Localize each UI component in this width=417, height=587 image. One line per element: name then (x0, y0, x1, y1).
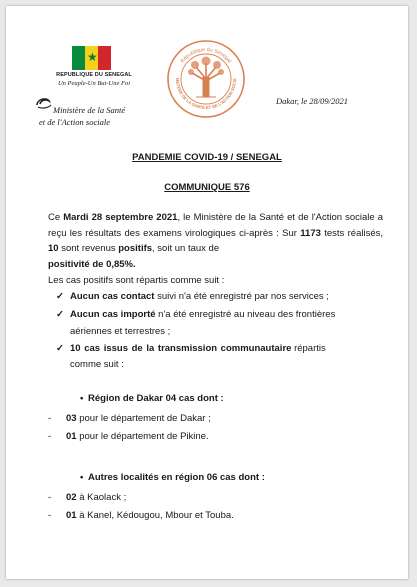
document-title: PANDEMIE COVID-19 / SENEGAL (132, 152, 282, 163)
list-item: ✓ 10 cas issus de la transmission communautaire répartis (56, 341, 326, 357)
dakar-heading: • Région de Dakar 04 cas dont : (80, 391, 224, 407)
communique-number: COMMUNIQUE 576 (164, 182, 250, 193)
ministry-name: Ministère de la Santé et de l'Action sociale (39, 105, 126, 127)
summary-paragraph: Ce Mardi 28 septembre 2021, le Ministère de la Santé et de l'Action sociale a reçu les résultats des examens virologiques ci-après : Sur 1173 tests réalisés, 10 sont revenus positifs, soit un taux de positivité de 0,85%. (48, 210, 383, 272)
check-icon: ✓ (56, 309, 64, 320)
positivity-rate: positivité de 0,85%. (48, 258, 136, 270)
autres-heading: • Autres localités en région 06 cas dont : (80, 470, 265, 486)
seal-bottom-text: NISTERE DE LA SANTE ET DE L'ACTION SOCIA (174, 77, 238, 111)
bullet-icon: • (80, 393, 84, 404)
bullet-icon: • (80, 472, 84, 483)
list-item: - 01 à Kanel, Kédougou, Mbour et Touba. (48, 510, 234, 521)
senegal-flag-icon: ★ (72, 46, 111, 70)
cases-breakdown: Les cas positifs sont répartis comme suit : ✓ Aucun cas contact suivi n'a été enregistré par nos services ; ✓ Aucun cas importé n'a été enregistré au niveau des frontières aériennes et terrestres ; ✓ 10 cas issus de la transmission communautaire répartis comme suit : • Région de Dakar 04 cas dont : - 03 pour le département de Dakar ; - 01 pour le département de Pikine. • Autres localités en région 06 cas dont : - 02 à Kaolack ; - 01 à Kanel, Kédougou, Mbour et Touba. (48, 273, 383, 543)
date-line: Dakar, le 28/09/2021 (276, 96, 349, 106)
baobab-seal-icon (166, 39, 246, 119)
breakdown-intro: Les cas positifs sont répartis comme suit : (48, 275, 225, 286)
list-item: - 03 pour le département de Dakar ; (48, 413, 211, 424)
seal-top-text: République du Sénégal (179, 46, 233, 65)
document-page (6, 6, 408, 579)
check-icon: ✓ (56, 291, 64, 302)
list-item: ✓ Aucun cas contact suivi n'a été enregistré par nos services ; (56, 289, 329, 305)
list-item: ✓ Aucun cas importé n'a été enregistré au niveau des frontières (56, 307, 335, 323)
list-item: - 01 pour le département de Pikine. (48, 431, 209, 442)
national-motto: Un Peuple-Un But-Une Foi (57, 80, 131, 87)
republic-label: REPUBLIQUE DU SENEGAL (56, 72, 132, 78)
check-icon: ✓ (56, 343, 64, 354)
list-item: - 02 à Kaolack ; (48, 492, 127, 503)
